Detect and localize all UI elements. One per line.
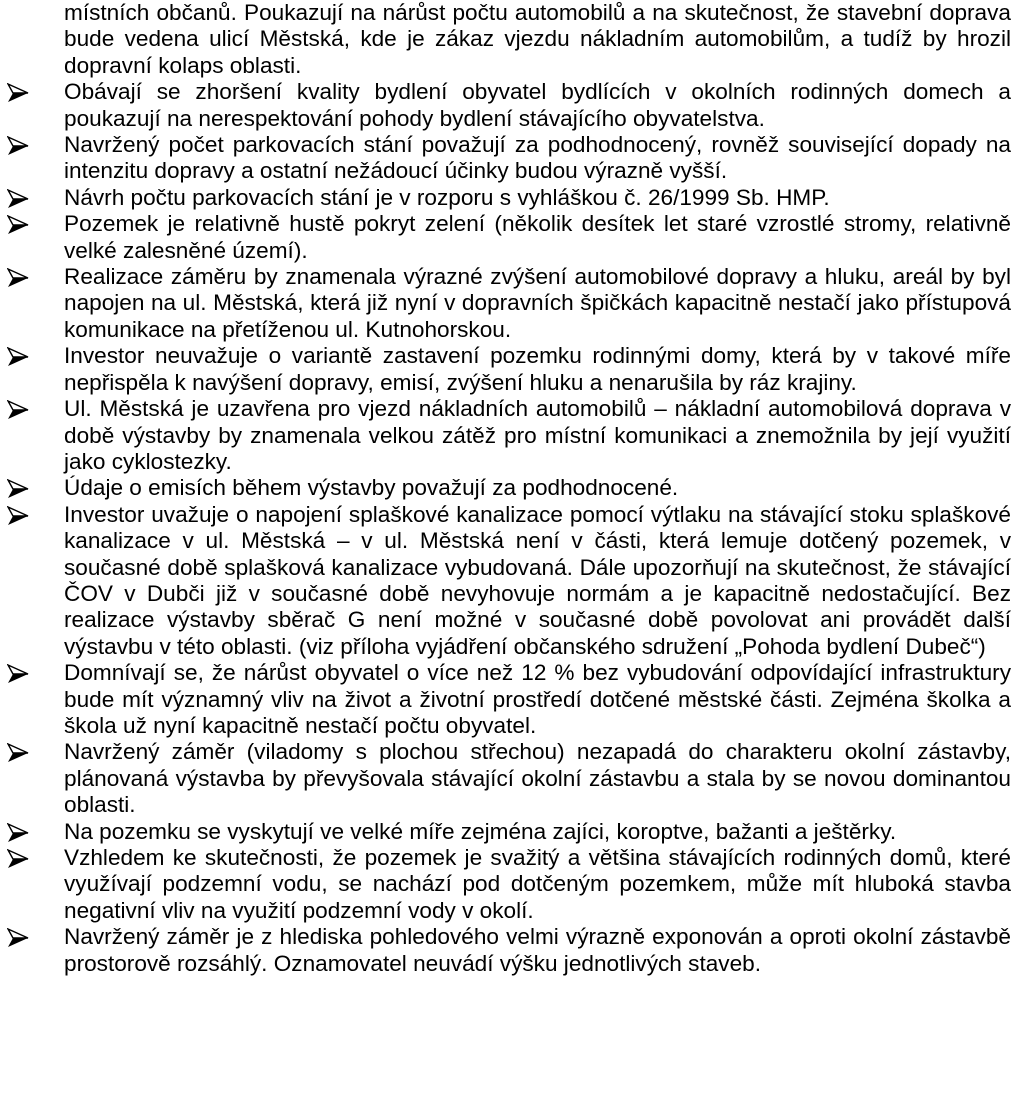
- list-item-text: Navržený počet parkovacích stání považují za podhodnocený, rovněž související dopady na intenzitu dopravy a ostatní nežádoucí účinky budou výrazně vyšší.: [64, 132, 1011, 184]
- arrowhead-bullet-icon: [7, 664, 29, 684]
- list-item: [0, 845, 1011, 924]
- list-item: [0, 475, 1011, 501]
- list-item-text: Realizace záměru by znamenala výrazné zvýšení automobilové dopravy a hluku, areál by byl napojen na ul. Městská, která již nyní v dopravních špičkách kapacitně nestačí jako přístupová komunikace na přetíženou ul. Kutnohorskou.: [64, 264, 1011, 342]
- arrowhead-bullet-icon: [7, 215, 29, 235]
- list-item-text: Navržený záměr je z hlediska pohledového velmi výrazně exponován a oproti okolní zástavbě prostorově rozsáhlý. Oznamovatel neuvádí výšku jednotlivých staveb.: [64, 924, 1011, 976]
- list-item: [0, 264, 1011, 343]
- list-item: [0, 396, 1011, 475]
- bullet-list: [0, 79, 1011, 977]
- list-item-text: Údaje o emisích během výstavby považují za podhodnocené.: [64, 475, 679, 501]
- list-item-text: Investor uvažuje o napojení splaškové kanalizace pomocí výtlaku na stávající stoku splaškové kanalizace v ul. Městská – v ul. Městská není v části, která lemuje dotčený pozemek, v současné době splašková kanalizace vybudovaná. Dále upozorňují na skutečnost, že stávající ČOV v Dubči již v současné době nevyhovuje normám a je kapacitně nedostačující. Bez realizace výstavby sběrač G není možné v současné době povolovat ani provádět další výstavbu v této oblasti. (viz příloha vyjádření občanského sdružení „Pohoda bydlení Dubeč“): [64, 501, 1011, 659]
- arrowhead-bullet-icon: [7, 268, 29, 288]
- list-item-text: Pozemek je relativně hustě pokryt zelení (několik desítek let staré vzrostlé stromy, relativně velké zalesněné území).: [64, 211, 1011, 263]
- list-item: [0, 185, 1011, 211]
- arrowhead-bullet-icon: [7, 506, 29, 526]
- arrowhead-bullet-icon: [7, 823, 29, 843]
- arrowhead-bullet-icon: [7, 347, 29, 367]
- list-item-text: Investor neuvažuje o variantě zastavení pozemku rodinnými domy, která by v takové míře nepřispěla k navýšení dopravy, emisí, zvýšení hluku a nenarušila by ráz krajiny.: [64, 343, 1011, 395]
- list-item: [0, 924, 1011, 977]
- list-item-text: Ul. Městská je uzavřena pro vjezd nákladních automobilů – nákladní automobilová doprava v době výstavby by znamenala velkou zátěž pro místní komunikaci a znemožnila by její využití jako cyklostezky.: [64, 396, 1011, 474]
- list-item-text: Obávají se zhoršení kvality bydlení obyvatel bydlících v okolních rodinných domech a poukazují na nerespektování pohody bydlení stávajícího obyvatelstva.: [64, 79, 1011, 131]
- list-item: [0, 132, 1011, 185]
- arrowhead-bullet-icon: [7, 400, 29, 420]
- list-item-text: Návrh počtu parkovacích stání je v rozporu s vyhláškou č. 26/1999 Sb. HMP.: [64, 184, 830, 210]
- arrowhead-bullet-icon: [7, 83, 29, 103]
- list-item: [0, 502, 1011, 660]
- list-item-text: Na pozemku se vyskytují ve velké míře zejména zajíci, koroptve, bažanti a ještěrky.: [64, 818, 897, 844]
- list-item-text: Domnívají se, že nárůst obyvatel o více než 12 % bez vybudování odpovídající infrastruktury bude mít významný vliv na život a životní prostředí dotčené městské části. Zejména školka a škola už nyní kapacitně nestačí počtu obyvatel.: [64, 660, 1011, 738]
- arrowhead-bullet-icon: [7, 479, 29, 499]
- arrowhead-bullet-icon: [7, 743, 29, 763]
- arrowhead-bullet-icon: [7, 849, 29, 869]
- list-item: [0, 211, 1011, 264]
- list-item-text: Navržený záměr (viladomy s plochou střechou) nezapadá do charakteru okolní zástavby, plánovaná výstavba by převyšovala stávající okolní zástavbu a stala by se novou dominantou oblasti.: [64, 739, 1011, 818]
- arrowhead-bullet-icon: [7, 189, 29, 209]
- arrowhead-bullet-icon: [7, 928, 29, 948]
- list-item-text: Vzhledem ke skutečnosti, že pozemek je svažitý a většina stávajících rodinných domů, které využívají podzemní vodu, se nachází pod dotčeným pozemkem, může mít hluboká stavba negativní vliv na využití podzemní vody v okolí.: [64, 845, 1011, 923]
- list-item: [0, 739, 1011, 818]
- intro-paragraph: místních občanů. Poukazují na nárůst počtu automobilů a na skutečnost, že stavební doprava bude vedena ulicí Městská, kde je zákaz vjezdu nákladním automobilům, a tudíž by hrozil dopravní kolaps oblasti.: [64, 0, 1011, 78]
- list-item: [0, 343, 1011, 396]
- list-item: [0, 79, 1011, 132]
- arrowhead-bullet-icon: [7, 136, 29, 156]
- list-item: [0, 819, 1011, 845]
- list-item: [0, 660, 1011, 739]
